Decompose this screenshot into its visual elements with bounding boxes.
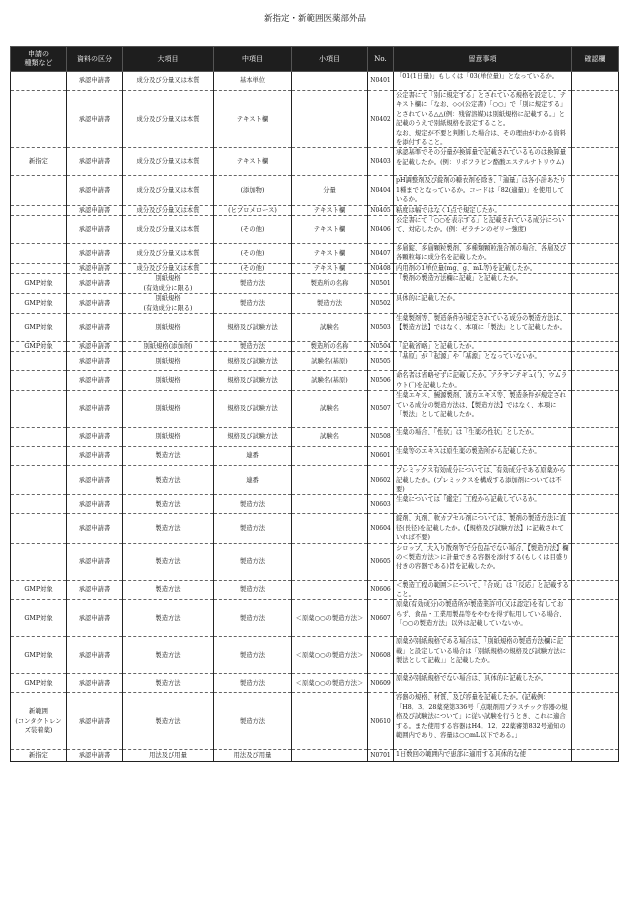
row-middle-cell: 規格及び試験方法 xyxy=(214,313,292,341)
table-row xyxy=(11,543,619,580)
row-section-cell: 承認申請書 xyxy=(67,274,123,294)
row-check-cell xyxy=(572,674,619,693)
row-section-cell: 承認申請書 xyxy=(67,176,123,205)
row-type-cell: GMP対象 xyxy=(11,341,67,351)
row-note-cell: シロップ、大入り散剤等で分包品でない場合、【製造方法】欄の＜製造方法＞に計量できる容器を添付する(もしくは目盛り付きの容器である)旨を記載したか。 xyxy=(394,543,572,580)
row-section-cell: 承認申請書 xyxy=(67,91,123,148)
row-type-cell xyxy=(11,495,67,514)
row-major-cell: 成分及び分量又は本質 xyxy=(123,148,214,176)
row-note-cell: 「記載省略」と記載したか。 xyxy=(394,341,572,351)
row-major-cell: 製造方法 xyxy=(123,600,214,637)
row-type-cell xyxy=(11,244,67,264)
row-major-cell: 製造方法 xyxy=(123,543,214,580)
row-check-cell xyxy=(572,447,619,466)
row-check-cell xyxy=(572,428,619,447)
row-section-cell: 承認申請書 xyxy=(67,495,123,514)
row-type-cell xyxy=(11,263,67,273)
table-row xyxy=(11,294,619,314)
row-type-cell xyxy=(11,91,67,148)
row-check-cell xyxy=(572,274,619,294)
table-row xyxy=(11,72,619,91)
row-note-cell: 命名者は省略せずに記載したか。アクサンテギュ(´)、ウムラウト(¨)を記載したか。 xyxy=(394,371,572,391)
row-number-cell: N0406 xyxy=(368,216,394,244)
row-middle-cell: 用法及び用量 xyxy=(214,750,292,762)
row-middle-cell: (ヒプロメロース) xyxy=(214,205,292,215)
row-note-cell: 具体的に記載したか。 xyxy=(394,294,572,314)
header-notes: 留意事項 xyxy=(394,47,572,72)
row-type-cell: GMP対象 xyxy=(11,580,67,600)
table-row xyxy=(11,674,619,693)
row-note-cell: 容器の規格、材質、及び容量を記載したか。(記載例： 「H8．3．28薬発第336号「点眼剤用プラスチック容器の規格及び試験法について」に従い試験を行うとき、これに適合する。また使用する容器はH4．12．22薬審第832号通知の範囲内であり、容量は○○mL以下である。」 xyxy=(394,693,572,750)
row-major-cell: 製造方法 xyxy=(123,693,214,750)
row-type-cell xyxy=(11,371,67,391)
row-number-cell: N0501 xyxy=(368,274,394,294)
checklist-body xyxy=(11,72,619,762)
row-check-cell xyxy=(572,263,619,273)
row-check-cell xyxy=(572,148,619,176)
row-section-cell: 承認申請書 xyxy=(67,313,123,341)
table-row xyxy=(11,341,619,351)
row-check-cell xyxy=(572,580,619,600)
row-type-cell xyxy=(11,543,67,580)
row-note-cell: 「基原」が「起源」や「基源」となっていないか。 xyxy=(394,352,572,371)
row-middle-cell: 連番 xyxy=(214,447,292,466)
row-middle-cell: テキスト欄 xyxy=(214,148,292,176)
row-major-cell: 成分及び分量又は本質 xyxy=(123,263,214,273)
row-middle-cell: 製造方法 xyxy=(214,274,292,294)
row-number-cell: N0505 xyxy=(368,352,394,371)
row-minor-cell xyxy=(292,693,368,750)
table-row xyxy=(11,313,619,341)
row-major-cell: 製造方法 xyxy=(123,466,214,495)
table-row xyxy=(11,466,619,495)
row-type-cell: 新指定 xyxy=(11,750,67,762)
row-note-cell: 生薬の場合、「性状」は「生薬の性状」としたか。 xyxy=(394,428,572,447)
row-major-cell: 成分及び分量又は本質 xyxy=(123,205,214,215)
table-row xyxy=(11,148,619,176)
row-section-cell: 承認申請書 xyxy=(67,580,123,600)
row-major-cell: 別紙規格 (有効成分に限る) xyxy=(123,294,214,314)
row-minor-cell xyxy=(292,543,368,580)
row-number-cell: N0401 xyxy=(368,72,394,91)
row-section-cell: 承認申請書 xyxy=(67,244,123,264)
row-middle-cell: テキスト欄 xyxy=(214,91,292,148)
row-check-cell xyxy=(572,466,619,495)
row-middle-cell: 製造方法 xyxy=(214,294,292,314)
row-major-cell: 成分及び分量又は本質 xyxy=(123,72,214,91)
row-minor-cell: 試験名(基原) xyxy=(292,352,368,371)
row-number-cell: N0507 xyxy=(368,391,394,428)
row-section-cell: 承認申請書 xyxy=(67,637,123,674)
row-check-cell xyxy=(572,352,619,371)
row-section-cell: 承認申請書 xyxy=(67,148,123,176)
table-row xyxy=(11,205,619,215)
row-type-cell: 新指定 xyxy=(11,148,67,176)
header-major-item: 大項目 xyxy=(123,47,214,72)
table-row xyxy=(11,263,619,273)
table-row xyxy=(11,352,619,371)
table-row xyxy=(11,600,619,637)
row-minor-cell: ＜原薬○○の製造方法＞ xyxy=(292,637,368,674)
row-middle-cell: 製造方法 xyxy=(214,637,292,674)
row-section-cell: 承認申請書 xyxy=(67,263,123,273)
row-type-cell: GMP対象 xyxy=(11,294,67,314)
row-middle-cell: 製造方法 xyxy=(214,580,292,600)
row-minor-cell: テキスト欄 xyxy=(292,244,368,264)
table-row xyxy=(11,244,619,264)
row-number-cell: N0602 xyxy=(368,466,394,495)
header-document-section: 資料の区分 xyxy=(67,47,123,72)
table-row xyxy=(11,580,619,600)
row-minor-cell xyxy=(292,750,368,762)
row-minor-cell: 製造所の名称 xyxy=(292,274,368,294)
row-number-cell: N0502 xyxy=(368,294,394,314)
row-type-cell: GMP対象 xyxy=(11,274,67,294)
row-note-cell: 粘度は幅ではなく1点で規定したか。 xyxy=(394,205,572,215)
row-check-cell xyxy=(572,391,619,428)
row-note-cell: 生薬等のエキスは原生薬の製造所から記載したか。 xyxy=(394,447,572,466)
row-check-cell xyxy=(572,72,619,91)
row-check-cell xyxy=(572,176,619,205)
row-number-cell: N0604 xyxy=(368,514,394,543)
row-type-cell xyxy=(11,514,67,543)
row-major-cell: 製造方法 xyxy=(123,637,214,674)
row-note-cell: 原薬が別紙規格でない場合は、具体的に記載したか。 xyxy=(394,674,572,693)
row-major-cell: 別紙規格 (有効成分に限る) xyxy=(123,274,214,294)
table-row xyxy=(11,514,619,543)
row-number-cell: N0408 xyxy=(368,263,394,273)
row-check-cell xyxy=(572,371,619,391)
header-row xyxy=(11,47,619,72)
row-check-cell xyxy=(572,294,619,314)
table-row xyxy=(11,447,619,466)
row-major-cell: 製造方法 xyxy=(123,514,214,543)
row-check-cell xyxy=(572,216,619,244)
row-type-cell: GMP対象 xyxy=(11,313,67,341)
row-section-cell: 承認申請書 xyxy=(67,514,123,543)
row-section-cell: 承認申請書 xyxy=(67,72,123,91)
row-minor-cell xyxy=(292,72,368,91)
row-major-cell: 用法及び用量 xyxy=(123,750,214,762)
row-major-cell: 製造方法 xyxy=(123,674,214,693)
row-section-cell: 承認申請書 xyxy=(67,600,123,637)
row-type-cell xyxy=(11,466,67,495)
row-minor-cell: 試験名 xyxy=(292,391,368,428)
row-minor-cell: ＜原薬○○の製造方法＞ xyxy=(292,600,368,637)
row-type-cell: GMP対象 xyxy=(11,600,67,637)
row-number-cell: N0503 xyxy=(368,313,394,341)
row-check-cell xyxy=(572,205,619,215)
row-section-cell: 承認申請書 xyxy=(67,341,123,351)
row-type-cell xyxy=(11,176,67,205)
row-major-cell: 別紙規格 xyxy=(123,391,214,428)
row-section-cell: 承認申請書 xyxy=(67,352,123,371)
row-check-cell xyxy=(572,543,619,580)
row-type-cell xyxy=(11,391,67,428)
row-middle-cell: 製造方法 xyxy=(214,514,292,543)
row-middle-cell: 連番 xyxy=(214,466,292,495)
row-number-cell: N0403 xyxy=(368,148,394,176)
row-middle-cell: 製造方法 xyxy=(214,495,292,514)
row-note-cell: 「01(1日量)」もしくは「03(単位量)」となっているか。 xyxy=(394,72,572,91)
row-minor-cell: 試験名 xyxy=(292,428,368,447)
row-note-cell: 生薬については「鑑定」工程から記載しているか。 xyxy=(394,495,572,514)
row-section-cell: 承認申請書 xyxy=(67,466,123,495)
row-major-cell: 成分及び分量又は本質 xyxy=(123,91,214,148)
row-middle-cell: 製造方法 xyxy=(214,543,292,580)
table-row xyxy=(11,391,619,428)
row-note-cell: 「製剤の製造方法欄に記載」と記載したか。 xyxy=(394,274,572,294)
header-check-column: 確認欄 xyxy=(572,47,619,72)
row-note-cell: 生薬製剤等、製造条件が規定されている成分の製造方法は、【製造方法】ではなく、本項に「製法」として記載したか。 xyxy=(394,313,572,341)
row-check-cell xyxy=(572,600,619,637)
row-middle-cell: (添加物) xyxy=(214,176,292,205)
row-type-cell xyxy=(11,428,67,447)
row-number-cell: N0605 xyxy=(368,543,394,580)
table-row xyxy=(11,693,619,750)
row-middle-cell: (その他) xyxy=(214,244,292,264)
row-major-cell: 成分及び分量又は本質 xyxy=(123,216,214,244)
row-number-cell: N0402 xyxy=(368,91,394,148)
row-middle-cell: 製造方法 xyxy=(214,693,292,750)
row-note-cell: 内用剤の1単位量(mg、g、mL等)を記載したか。 xyxy=(394,263,572,273)
row-type-cell: GMP対象 xyxy=(11,637,67,674)
row-check-cell xyxy=(572,514,619,543)
row-type-cell xyxy=(11,72,67,91)
row-type-cell xyxy=(11,205,67,215)
table-row xyxy=(11,274,619,294)
row-middle-cell: 規格及び試験方法 xyxy=(214,371,292,391)
row-note-cell: 錠剤、丸剤、軟カプセル剤については、製剤の製造方法に直径(長径)を記載したか。(【規格及び試験方法】に記載されていれば不要) xyxy=(394,514,572,543)
row-middle-cell: 製造方法 xyxy=(214,600,292,637)
row-major-cell: 成分及び分量又は本質 xyxy=(123,244,214,264)
row-number-cell: N0508 xyxy=(368,428,394,447)
row-note-cell: 公定書にて「別に規定する」とされている規格を設定し、テキスト欄に「なお、◇◇(公定書)「○○」で「別に規定する」とされている△△(例：残留溶媒)は別紙規格に記載する。」と記載のうえで別紙規格を設定すること。 なお、規定が不要と判断した場合は、その理由がわかる資料を添付すること。 xyxy=(394,91,572,148)
row-section-cell: 承認申請書 xyxy=(67,447,123,466)
row-minor-cell: 分量 xyxy=(292,176,368,205)
row-number-cell: N0607 xyxy=(368,600,394,637)
row-check-cell xyxy=(572,693,619,750)
row-number-cell: N0404 xyxy=(368,176,394,205)
page-title: 新指定・新範囲医薬部外品 xyxy=(263,14,366,24)
row-minor-cell xyxy=(292,91,368,148)
row-number-cell: N0610 xyxy=(368,693,394,750)
row-section-cell: 承認申請書 xyxy=(67,543,123,580)
row-minor-cell xyxy=(292,514,368,543)
row-number-cell: N0504 xyxy=(368,341,394,351)
row-major-cell: 別紙規格 xyxy=(123,428,214,447)
table-row xyxy=(11,750,619,762)
row-number-cell: N0407 xyxy=(368,244,394,264)
row-middle-cell: 規格及び試験方法 xyxy=(214,391,292,428)
header-minor-item: 小項目 xyxy=(292,47,368,72)
row-type-cell: 新範囲 (コンタクトレンズ装着薬) xyxy=(11,693,67,750)
header-middle-item: 中項目 xyxy=(214,47,292,72)
row-middle-cell: (その他) xyxy=(214,263,292,273)
row-note-cell: 多層錠、多層顆粒製剤、多種類顆粒混合剤の場合、各層及び各顆粒毎に成分名を記載したか。 xyxy=(394,244,572,264)
header-number: No. xyxy=(368,47,394,72)
row-number-cell: N0608 xyxy=(368,637,394,674)
row-section-cell: 承認申請書 xyxy=(67,371,123,391)
row-middle-cell: (その他) xyxy=(214,216,292,244)
row-number-cell: N0609 xyxy=(368,674,394,693)
row-section-cell: 承認申請書 xyxy=(67,216,123,244)
row-number-cell: N0405 xyxy=(368,205,394,215)
row-minor-cell: 試験名 xyxy=(292,313,368,341)
row-note-cell: 生薬エキス、鰻源製剤、漢方エキス等、製造条件が規定されている成分の製造方法は、【製造方法】ではなく、本項に「製法」として記載したか。 xyxy=(394,391,572,428)
row-section-cell: 承認申請書 xyxy=(67,391,123,428)
row-check-cell xyxy=(572,244,619,264)
row-middle-cell: 製造方法 xyxy=(214,674,292,693)
row-number-cell: N0603 xyxy=(368,495,394,514)
row-check-cell xyxy=(572,750,619,762)
row-note-cell: プレミックス有効成分については、有効成分である原薬から記載したか。(プレミックスを構成する添加剤については不要) xyxy=(394,466,572,495)
row-note-cell: 公定書にて「○○を表示する」と記載されている成分について、対応したか。(例：ゼラチンのゼリー強度) xyxy=(394,216,572,244)
row-number-cell: N0506 xyxy=(368,371,394,391)
row-minor-cell: テキスト欄 xyxy=(292,216,368,244)
row-number-cell: N0606 xyxy=(368,580,394,600)
table-row xyxy=(11,495,619,514)
row-section-cell: 承認申請書 xyxy=(67,205,123,215)
row-type-cell: GMP対象 xyxy=(11,674,67,693)
table-row xyxy=(11,91,619,148)
row-minor-cell: 製造方法 xyxy=(292,294,368,314)
row-number-cell: N0601 xyxy=(368,447,394,466)
row-note-cell: pH調整剤及び錠剤の糖衣剤を除き、「適量」は各小計あたり1種までとなっているか。コードは「82(適量)」を使用しているか。 xyxy=(394,176,572,205)
row-note-cell: 1日数回の範囲内で患部に適用する具体的な使 xyxy=(394,750,572,762)
row-major-cell: 別紙規格 xyxy=(123,371,214,391)
row-check-cell xyxy=(572,313,619,341)
row-type-cell xyxy=(11,352,67,371)
checklist-table xyxy=(10,46,619,762)
row-check-cell xyxy=(572,495,619,514)
row-number-cell: N0701 xyxy=(368,750,394,762)
row-minor-cell: 試験名(基原) xyxy=(292,371,368,391)
row-major-cell: 製造方法 xyxy=(123,580,214,600)
row-major-cell: 別紙規格 xyxy=(123,313,214,341)
row-type-cell xyxy=(11,447,67,466)
row-minor-cell xyxy=(292,495,368,514)
row-middle-cell: 製造方法 xyxy=(214,341,292,351)
row-minor-cell xyxy=(292,148,368,176)
row-section-cell: 承認申請書 xyxy=(67,294,123,314)
row-section-cell: 承認申請書 xyxy=(67,674,123,693)
row-minor-cell: テキスト欄 xyxy=(292,263,368,273)
row-check-cell xyxy=(572,341,619,351)
row-minor-cell: ＜原薬○○の製造方法＞ xyxy=(292,674,368,693)
row-middle-cell: 基本単位 xyxy=(214,72,292,91)
header-application-type: 申請の 種類など xyxy=(11,47,67,72)
row-minor-cell xyxy=(292,466,368,495)
row-section-cell: 承認申請書 xyxy=(67,750,123,762)
table-row xyxy=(11,637,619,674)
row-major-cell: 別紙規格 xyxy=(123,352,214,371)
row-major-cell: 別紙規格(添加剤) xyxy=(123,341,214,351)
row-major-cell: 製造方法 xyxy=(123,495,214,514)
row-note-cell: 承認基準でその分量が換算量で記載されているものは換算量を記載したか。(例：リボフラビン酪酸エステルナトリウム) xyxy=(394,148,572,176)
row-note-cell: ＜製造工程の範囲＞について、「合成」は「反応」と記載すること。 xyxy=(394,580,572,600)
row-check-cell xyxy=(572,91,619,148)
table-row xyxy=(11,371,619,391)
row-minor-cell xyxy=(292,447,368,466)
row-major-cell: 成分及び分量又は本質 xyxy=(123,176,214,205)
row-middle-cell: 規格及び試験方法 xyxy=(214,428,292,447)
row-minor-cell xyxy=(292,580,368,600)
table-row xyxy=(11,428,619,447)
row-check-cell xyxy=(572,637,619,674)
row-type-cell xyxy=(11,216,67,244)
row-major-cell: 製造方法 xyxy=(123,447,214,466)
table-row xyxy=(11,176,619,205)
row-middle-cell: 規格及び試験方法 xyxy=(214,352,292,371)
row-section-cell: 承認申請書 xyxy=(67,428,123,447)
row-section-cell: 承認申請書 xyxy=(67,693,123,750)
row-minor-cell: 製造所の名称 xyxy=(292,341,368,351)
row-note-cell: 原薬が別紙規格である場合は、「別紙規格の製造方法欄に記載」と設定している場合は「別紙規格の規格及び試験方法に製法として記載」」と記載したか。 xyxy=(394,637,572,674)
table-row xyxy=(11,216,619,244)
row-note-cell: 原薬(有効成分)の製造所が製造業許可(又は認定)を有しておらず、食品・工業用製品等をやむを得ず転用している場合、「○○の製造方法」以外は記載していないか。 xyxy=(394,600,572,637)
row-minor-cell: テキスト欄 xyxy=(292,205,368,215)
